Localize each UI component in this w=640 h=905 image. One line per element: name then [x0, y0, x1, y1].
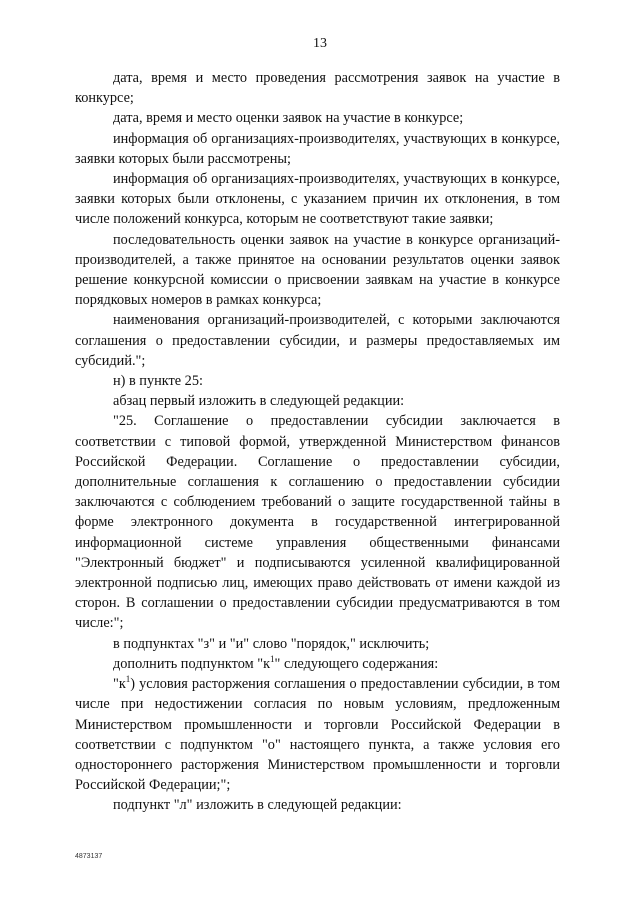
paragraph: подпункт "л" изложить в следующей редакции: [113, 797, 402, 814]
paragraph: последовательность оценки заявок на участие в конкурсе организаций-производителей, а также принятое на основании результатов оценки заявок решение конкурсной комиссии о присвоении заявкам на участие в конкурсе порядковых номеров в рамках конкурса; [75, 231, 560, 309]
paragraph: дата, время и место проведения рассмотрения заявок на участие в конкурсе; [75, 70, 560, 107]
text-fragment: ) условия расторжения соглашения о предоставлении субсидии, в том числе при недостижении согласия по новым условиям, предложенным Министерством промышленности и торговли Российской Федерации в соответствии с подпунктом "о" настоящего пункта, а также условия его одностороннего расторжения Министерством промышленности и торговли Российской Федерации;"; [75, 676, 560, 794]
paragraph: "25. Соглашение о предоставлении субсидии заключается в соответствии с типовой формой, утвержденной Министерством финансов Российской Федерации. Соглашение о предоставлении субсидии, дополнительные соглашения к соглашению о предоставлении субсидии заключаются с соблюдением требований о защите государственной тайны в форме электронного документа в государственной интегрированной информационной системе управления общественными финансами "Электронный бюджет" и подписываются усиленной квалифицированной электронной подписью лиц, имеющих право действовать от имени каждой из сторон. В соглашении о предоставлении субсидии предусматриваются в том числе:"; [75, 413, 560, 632]
document-code: 4873137 [75, 853, 103, 860]
text-fragment: дополнить подпунктом "к [113, 655, 271, 672]
superscript: 1 [270, 654, 275, 665]
page-number: 13 [313, 36, 327, 51]
paragraph: информация об организациях-производителях, участвующих в конкурсе, заявки которых были рассмотрены; [75, 130, 560, 167]
paragraph: н) в пункте 25: [113, 373, 203, 390]
paragraph-subpoint-k1 [75, 674, 560, 795]
document-body [75, 68, 560, 816]
paragraph: дата, время и место оценки заявок на участие в конкурсе; [113, 110, 464, 127]
paragraph: в подпунктах "з" и "и" слово "порядок," исключить; [113, 635, 430, 652]
paragraph: абзац первый изложить в следующей редакции: [113, 393, 405, 410]
paragraph-add-subpoint [75, 654, 560, 674]
text-fragment: " следующего содержания: [274, 655, 439, 672]
superscript: 1 [125, 674, 131, 685]
text-fragment: "к [113, 676, 126, 693]
paragraph: наименования организаций-производителей, с которыми заключаются соглашения о предоставлении субсидии, и размеры предоставляемых им субсидий."; [75, 312, 560, 369]
paragraph: информация об организациях-производителях, участвующих в конкурсе, заявки которых были отклонены, с указанием причин их отклонения, в том числе положений конкурса, которым не соответствуют такие заявки; [75, 171, 560, 228]
